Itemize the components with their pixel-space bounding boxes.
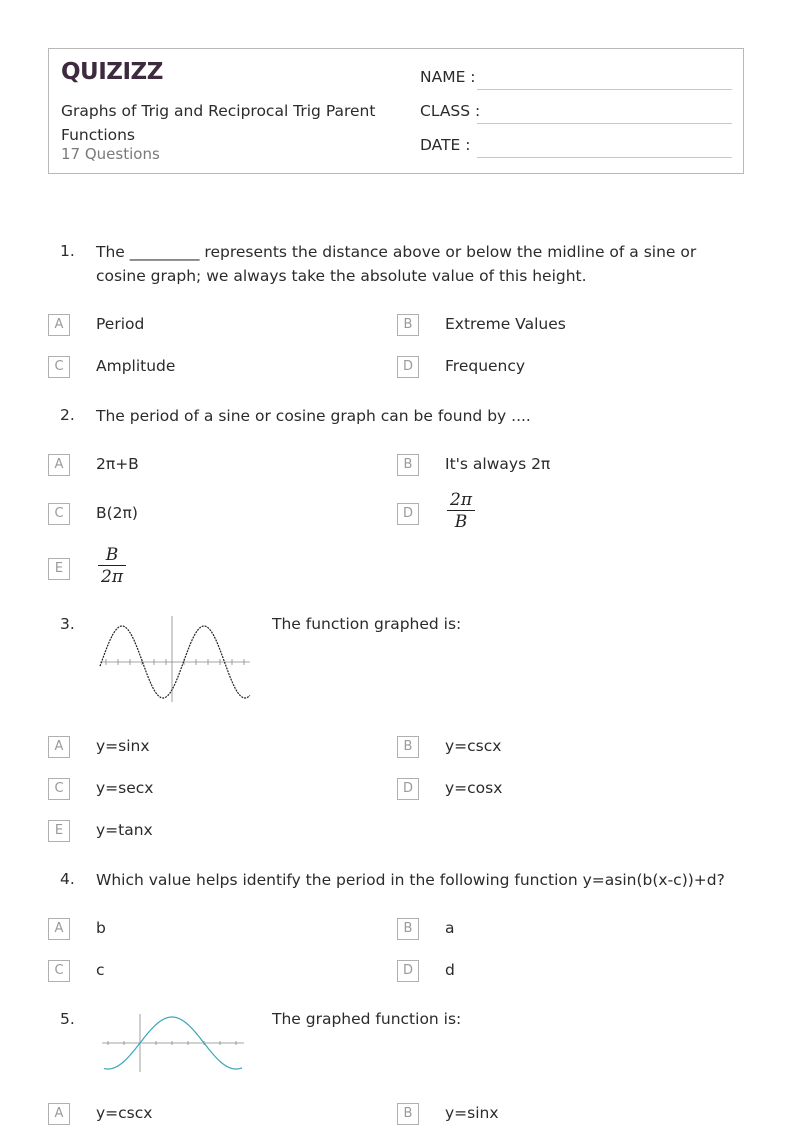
option-text: y=sinx — [445, 1104, 499, 1122]
question-5-text: The graphed function is: — [272, 1010, 462, 1028]
option-box[interactable]: A — [48, 736, 70, 758]
option-box[interactable]: B — [397, 1103, 419, 1125]
class-line[interactable] — [477, 123, 732, 124]
option-box[interactable]: C — [48, 960, 70, 982]
option-text: d — [445, 961, 455, 979]
option-text: B(2π) — [96, 504, 138, 522]
date-line[interactable] — [477, 157, 732, 158]
option-text: y=tanx — [96, 821, 153, 839]
option-text: y=cscx — [96, 1104, 153, 1122]
question-1-text: The _________ represents the distance above or below the midline of a sine or cosine graph; we always take the absolute value of this height. — [96, 243, 697, 285]
cosine-graph-image — [96, 612, 254, 706]
question-3-number: 3. — [60, 615, 75, 633]
sine-graph-image — [100, 1010, 246, 1074]
option-box[interactable]: B — [397, 314, 419, 336]
question-2-number: 2. — [60, 406, 75, 424]
worksheet-header — [48, 48, 744, 174]
question-count: 17 Questions — [61, 145, 160, 163]
question-4-number: 4. — [60, 870, 75, 888]
option-text: Amplitude — [96, 357, 176, 375]
question-3-text: The function graphed is: — [272, 615, 462, 633]
option-box[interactable]: C — [48, 356, 70, 378]
option-text: a — [445, 919, 455, 937]
option-box[interactable]: B — [397, 918, 419, 940]
question-1-number: 1. — [60, 242, 75, 260]
option-box[interactable]: A — [48, 1103, 70, 1125]
option-box[interactable]: B — [397, 454, 419, 476]
fraction-b-over-2pi — [98, 545, 126, 588]
option-text: Extreme Values — [445, 315, 566, 333]
option-box[interactable]: D — [397, 503, 419, 525]
option-text: 2π+B — [96, 455, 139, 473]
option-box[interactable]: A — [48, 918, 70, 940]
name-label: NAME : — [420, 68, 476, 86]
option-box[interactable]: D — [397, 960, 419, 982]
option-box[interactable]: C — [48, 778, 70, 800]
fraction-denominator: B — [454, 512, 468, 532]
option-text: c — [96, 961, 105, 979]
question-4-text: Which value helps identify the period in the following function y=asin(b(x-c))+d? — [96, 871, 725, 889]
fraction-2pi-over-b — [447, 490, 475, 533]
fraction-numerator: B — [105, 545, 119, 565]
option-box[interactable]: A — [48, 314, 70, 336]
question-5-number: 5. — [60, 1010, 75, 1028]
option-text: y=cscx — [445, 737, 502, 755]
option-text: y=sinx — [96, 737, 150, 755]
option-box[interactable]: C — [48, 503, 70, 525]
fraction-numerator: 2π — [450, 490, 472, 510]
option-text: y=secx — [96, 779, 154, 797]
option-text: It's always 2π — [445, 455, 551, 473]
option-text: Period — [96, 315, 145, 333]
option-box[interactable]: E — [48, 820, 70, 842]
option-text: Frequency — [445, 357, 526, 375]
fraction-denominator: 2π — [101, 567, 123, 587]
class-label: CLASS : — [420, 102, 481, 120]
option-text: b — [96, 919, 106, 937]
name-line[interactable] — [477, 89, 732, 90]
date-label: DATE : — [420, 136, 471, 154]
quizizz-logo: QUIZIZZ — [61, 59, 163, 85]
option-text: y=cosx — [445, 779, 503, 797]
option-box[interactable]: B — [397, 736, 419, 758]
option-box[interactable]: E — [48, 558, 70, 580]
question-2-text: The period of a sine or cosine graph can be found by .... — [96, 407, 531, 425]
option-box[interactable]: D — [397, 778, 419, 800]
option-box[interactable]: A — [48, 454, 70, 476]
worksheet-title: Graphs of Trig and Reciprocal Trig Parent Functions — [61, 102, 376, 144]
option-box[interactable]: D — [397, 356, 419, 378]
